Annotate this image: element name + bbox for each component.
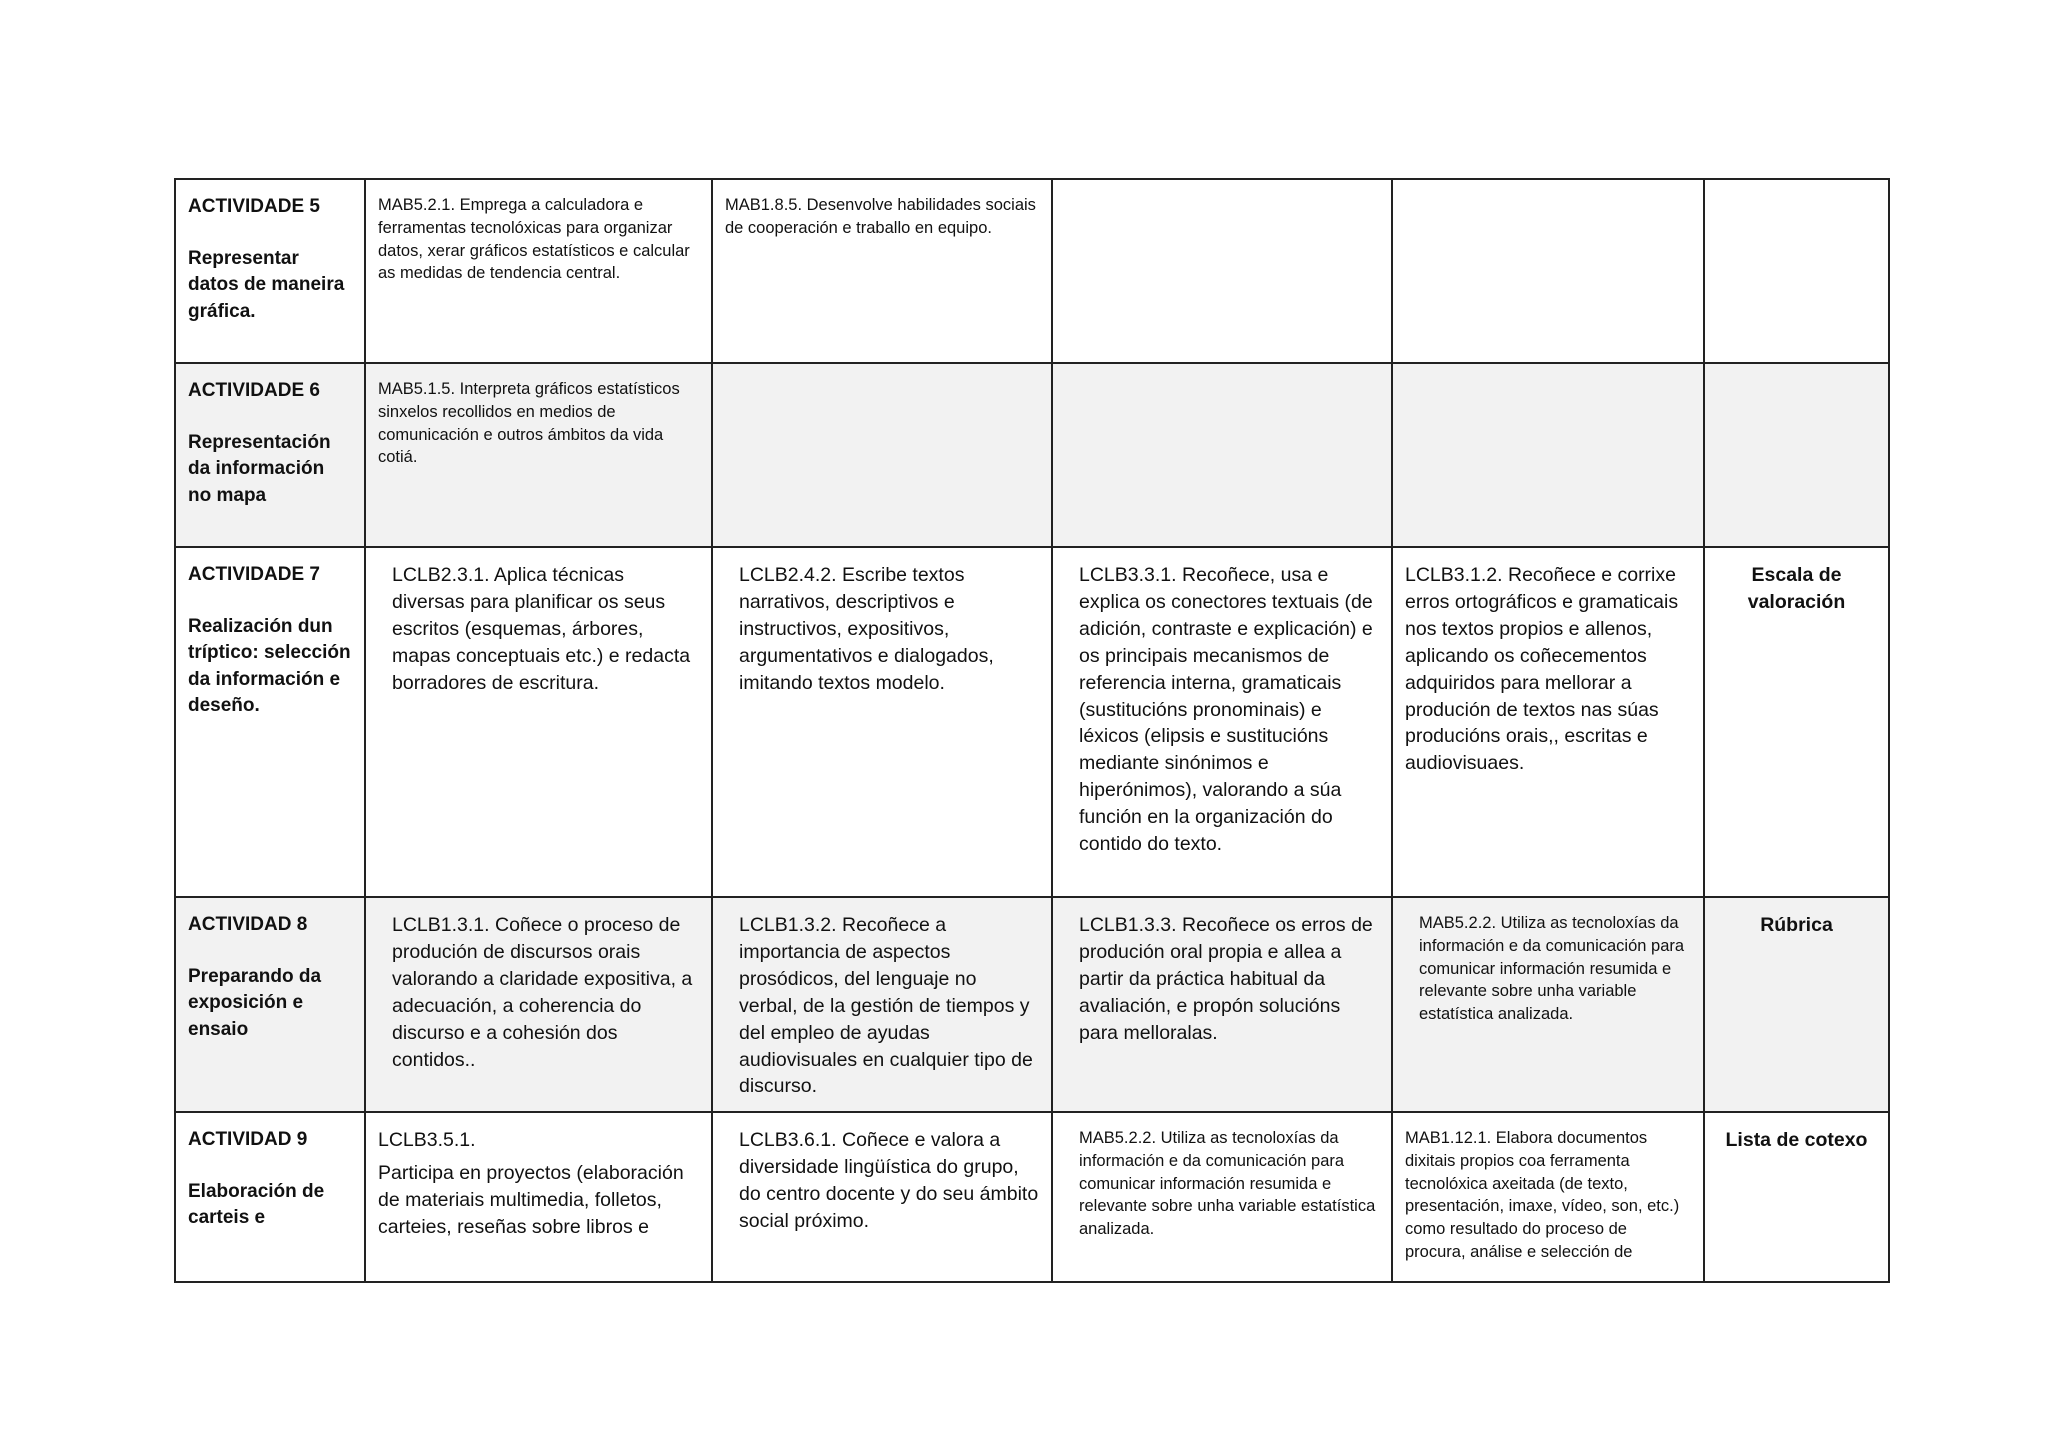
standard-cell	[712, 547, 1052, 897]
standard-cell	[1392, 897, 1704, 1112]
standard-cell	[365, 547, 712, 897]
activity-label: ACTIVIDAD 8	[188, 914, 308, 935]
activities-table	[174, 178, 1890, 1283]
standard-cell	[1052, 1112, 1392, 1282]
standard-cell	[1392, 363, 1704, 547]
standard-cell	[712, 363, 1052, 547]
standard-cell	[365, 897, 712, 1112]
standard-text: LCLB1.3.1. Coñece o proceso de produción de discursos orais valorando a claridade expositiva, a adecuación, a coherencia do discurso e a cohesión dos contidos..	[392, 914, 693, 1071]
activity-label: ACTIVIDADE 6	[188, 380, 320, 401]
activity-cell	[175, 363, 365, 547]
standard-cell	[1052, 897, 1392, 1112]
instrument-cell	[1704, 547, 1889, 897]
instrument-cell	[1704, 1112, 1889, 1282]
table-row	[175, 897, 1889, 1112]
activity-cell	[175, 897, 365, 1112]
instrument-cell	[1704, 363, 1889, 547]
standard-cell	[365, 363, 712, 547]
activity-title: Elaboración de carteis e	[188, 1181, 325, 1229]
activity-title: Realización dun tríptico: selección da información e deseño.	[188, 616, 351, 716]
activity-label: ACTIVIDADE 7	[188, 564, 320, 585]
standard-code: LCLB3.5.1.	[378, 1129, 476, 1151]
standard-text: LCLB1.3.2. Recoñece a importancia de aspectos prosódicos, del lenguaje no verbal, de la gestión de tiempos y del empleo de ayudas audiovisuales en cualquier tipo de discurso.	[739, 914, 1033, 1098]
standard-cell	[1392, 179, 1704, 363]
table-row	[175, 179, 1889, 363]
standard-text: MAB5.2.2. Utiliza as tecnoloxías da información e da comunicación para comunicar información resumida e relevante sobre unha variable estatística analizada.	[1079, 1129, 1376, 1239]
activity-cell	[175, 547, 365, 897]
activity-title: Representación da información no mapa	[188, 432, 331, 506]
standard-cell	[365, 1112, 712, 1282]
standard-text: LCLB3.3.1. Recoñece, usa e explica os conectores textuais (de adición, contraste e explicación) e os principais mecanismos de referencia interna, gramaticais (sustitucións pronominais) e léxicos (elipsis e sustitucións mediante sinónimos e hiperónimos), valorando a súa función en la organización do contido do texto.	[1079, 564, 1373, 856]
standard-cell	[712, 179, 1052, 363]
standard-text: MAB1.12.1. Elabora documentos dixitais propios coa ferramenta tecnolóxica axeitada (de texto, presentación, imaxe, vídeo, son, etc.) como resultado do proceso de procura, análise e selección de	[1405, 1129, 1680, 1261]
activity-title: Representar datos de maneira gráfica.	[188, 248, 345, 322]
standard-text: MAB5.2.1. Emprega a calculadora e ferramentas tecnolóxicas para organizar datos, xerar gráficos estatísticos e calcular as medidas de tendencia central.	[378, 196, 690, 283]
standard-text: LCLB3.1.2. Recoñece e corrixe erros ortográficos e gramaticais nos textos propios e allenos, aplicando os coñecementos adquiridos para mellorar a produción de textos nas súas producións orais,, escritas e audiovisuaes.	[1405, 564, 1679, 775]
standard-text: MAB1.8.5. Desenvolve habilidades sociais de cooperación e traballo en equipo.	[725, 196, 1036, 237]
instrument-text: Escala de valoración	[1747, 564, 1846, 613]
activity-label: ACTIVIDADE 5	[188, 196, 320, 217]
standard-text: LCLB2.4.2. Escribe textos narrativos, descriptivos e instructivos, expositivos, argumentativos e dialogados, imitando textos modelo.	[739, 564, 994, 694]
activity-label: ACTIVIDAD 9	[188, 1129, 308, 1150]
standard-cell	[1052, 363, 1392, 547]
standard-text: LCLB2.3.1. Aplica técnicas diversas para planificar os seus escritos (esquemas, árbores, mapas conceptuais etc.) e redacta borradores de escritura.	[392, 564, 691, 694]
instrument-cell	[1704, 897, 1889, 1112]
standard-cell	[712, 897, 1052, 1112]
standard-text: LCLB1.3.3. Recoñece os erros de produción oral propia e allea a partir da práctica habitual da avaliación, e propón solucións para melloralas.	[1079, 914, 1373, 1044]
activity-cell	[175, 1112, 365, 1282]
standard-cell	[712, 1112, 1052, 1282]
activity-cell	[175, 179, 365, 363]
standard-cell	[1052, 179, 1392, 363]
instrument-cell	[1704, 179, 1889, 363]
standard-text: MAB5.1.5. Interpreta gráficos estatísticos sinxelos recollidos en medios de comunicación e outros ámbitos da vida cotiá.	[378, 380, 680, 467]
table-row	[175, 547, 1889, 897]
standard-cell	[365, 179, 712, 363]
table-row	[175, 1112, 1889, 1282]
instrument-text: Lista de cotexo	[1725, 1129, 1868, 1151]
standard-cell	[1052, 547, 1392, 897]
standard-cell	[1392, 547, 1704, 897]
activity-title: Preparando da exposición e ensaio	[188, 966, 322, 1040]
standard-text: LCLB3.6.1. Coñece e valora a diversidade lingüística do grupo, do centro docente y do seu ámbito social próximo.	[739, 1129, 1039, 1232]
instrument-text: Rúbrica	[1760, 914, 1833, 936]
standard-text: MAB5.2.2. Utiliza as tecnoloxías da información e da comunicación para comunicar información resumida e relevante sobre unha variable estatística analizada.	[1419, 914, 1685, 1024]
standard-cell	[1392, 1112, 1704, 1282]
standard-text: Participa en proyectos (elaboración de materiais multimedia, folletos, carteies, reseñas sobre libros e	[378, 1161, 684, 1238]
table-row	[175, 363, 1889, 547]
